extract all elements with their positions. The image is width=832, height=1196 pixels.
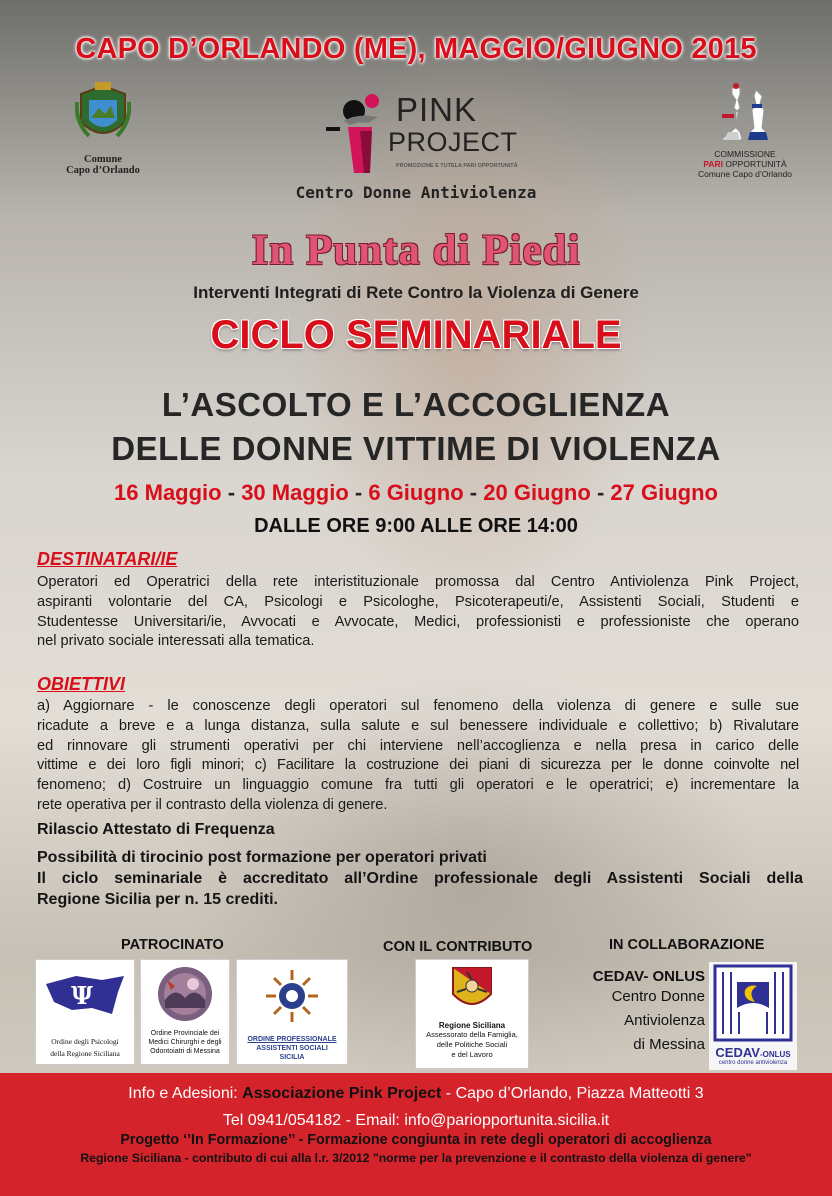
seminar-hours: DALLE ORE 9:00 ALLE ORE 14:00	[254, 515, 578, 537]
medici-seal-icon	[153, 964, 217, 1024]
contributo-heading: CON IL CONTRIBUTO	[383, 939, 533, 955]
date-item: 6 Giugno	[368, 480, 464, 505]
collaborazione-heading: IN COLLABORAZIONE	[609, 937, 765, 953]
commissione-logo	[680, 82, 810, 179]
logo-project-text: PROJECT	[388, 127, 518, 157]
tirocinio-note: Possibilità di tirocinio post formazione per operatori privati	[37, 849, 487, 866]
date-item: 16 Maggio	[114, 480, 222, 505]
footer-info-prefix: Info e Adesioni:	[128, 1085, 243, 1102]
comune-label: Comune	[84, 154, 122, 165]
destinatari-line: nel privato sociale interessati alla tematica.	[37, 633, 315, 650]
date-separator: -	[354, 480, 363, 505]
patrocinato-heading: PATROCINATO	[121, 937, 224, 953]
logo-pink-text: PINK	[396, 91, 478, 128]
assistenti-label-2: ASSISTENTI SOCIALI	[256, 1045, 328, 1052]
date-item: 20 Giugno	[483, 480, 591, 505]
footer-banner	[0, 1073, 832, 1196]
medici-label-1: Ordine Provinciale dei	[150, 1030, 220, 1037]
ordine-assistenti-sociali-logo	[237, 960, 347, 1064]
cedav-line-3: di Messina	[633, 1036, 705, 1053]
medici-label-3: Odontoiatri di Messina	[150, 1048, 220, 1055]
opportunita-text: OPPORTUNITÀ	[723, 159, 787, 169]
destinatari-heading: DESTINATARI/IE	[37, 549, 178, 569]
cedav-emblem-icon	[713, 964, 793, 1042]
pari-text: PARI	[703, 159, 724, 169]
ciclo-seminariale-title: CICLO SEMINARIALE	[210, 313, 622, 357]
commissione-comune: Comune Capo d’Orlando	[697, 169, 793, 179]
psicologi-label-2: della Regione Siciliana	[50, 1049, 120, 1058]
date-item: 30 Maggio	[241, 480, 349, 505]
trinacria-shield-icon	[449, 964, 495, 1014]
svg-text:Ψ: Ψ	[71, 981, 93, 1010]
date-separator: -	[469, 480, 478, 505]
pink-project-logo	[320, 83, 530, 185]
cedav-line-2: Antiviolenza	[624, 1012, 705, 1029]
footer-info-address: - Capo d’Orlando, Piazza Matteotti 3	[441, 1085, 704, 1102]
destinatari-line: Operatori ed Operatrici della rete interistituzionale promossa dal Centro Antiviolenza Pink Project,	[37, 574, 799, 590]
chess-pieces-icon	[716, 82, 774, 144]
regione-label-4: e del Lavoro	[451, 1050, 493, 1059]
comune-coat-of-arms-icon	[75, 82, 131, 148]
obiettivi-line: rete operativa per il contrasto della violenza di genere.	[37, 796, 388, 813]
footer-info-line	[0, 1085, 832, 1103]
date-separator: -	[596, 480, 605, 505]
obiettivi-line: vittime e dei loro figli minori; c) Facilitare la costruzione dei piani di sicurezza per le donne coinvolte nel	[37, 757, 799, 774]
centro-donne-title: Centro Donne Antiviolenza	[295, 183, 537, 202]
attestato-note: Rilascio Attestato di Frequenza	[37, 821, 275, 838]
psicologi-label-1: Ordine degli Psicologi	[51, 1037, 119, 1046]
regione-siciliana-logo	[416, 960, 528, 1068]
footer-regione: Regione Siciliana - contributo di cui alla l.r. 3/2012 "norme per la prevenzione e il contrasto della violenza di genere"	[80, 1151, 752, 1165]
cedav-logo-sub: centro donne antiviolenza	[718, 1060, 788, 1066]
obiettivi-line: fenomeno; d) Costruire un linguaggio comune fra tutti gli operatori e le operatrici; e) incrementare la	[37, 777, 799, 794]
date-item: 27 Giugno	[610, 480, 718, 505]
ordine-medici-logo	[141, 960, 229, 1064]
regione-label-3: delle Politiche Sociali	[436, 1040, 508, 1049]
footer-info-org: Associazione Pink Project	[242, 1085, 442, 1102]
obiettivi-heading: OBIETTIVI	[37, 674, 126, 694]
assistenti-label-3: SICILIA	[279, 1054, 305, 1061]
date-separator: -	[227, 480, 236, 505]
comune-logo	[48, 82, 158, 176]
obiettivi-line: ed rinnovare gli strumenti operativi per chi interviene nell’accoglienza e nella presa in carico delle	[37, 737, 799, 754]
sicily-psi-icon	[42, 970, 128, 1024]
comune-name: Capo d’Orlando	[66, 165, 140, 176]
assistenti-label-1: ORDINE PROFESSIONALE	[247, 1036, 337, 1043]
ordine-psicologi-logo	[36, 960, 134, 1064]
cedav-logo-text	[709, 1045, 797, 1060]
destinatari-text	[37, 573, 799, 652]
cedav-logo-small: -ONLUS	[759, 1050, 791, 1059]
logo-tagline: PROMOZIONE E TUTELA PARI OPPORTUNITÀ	[396, 163, 518, 169]
commissione-pari-line	[680, 159, 810, 169]
sunburst-icon	[262, 966, 322, 1026]
crediti-note-line-1: Il ciclo seminariale è accreditato all’Ordine professionale degli Assistenti Sociali della	[37, 870, 803, 887]
cedav-logo-big: CEDAV	[715, 1045, 760, 1060]
event-header-title: CAPO D’ORLANDO (ME), MAGGIO/GIUGNO 2015	[75, 33, 757, 65]
crediti-note-line-2: Regione Sicilia per n. 15 crediti.	[37, 891, 278, 908]
project-subtitle: Interventi Integrati di Rete Contro la Violenza di Genere	[193, 283, 639, 302]
obiettivi-line: a) Aggiornare - le conoscenze degli operatori sul fenomeno della violenza di genere e sulle sue	[37, 698, 799, 714]
cedav-info	[570, 968, 705, 1057]
cedav-line-1: Centro Donne	[611, 988, 705, 1005]
topic-line-2: DELLE DONNE VITTIME DI VIOLENZA	[111, 430, 721, 467]
commissione-label: COMMISSIONE	[714, 149, 776, 159]
obiettivi-text	[37, 697, 799, 816]
destinatari-line: Studentesse Universitari/ie, Avvocati e Avvocate, Medici, professionisti e professioniste che operano	[37, 613, 799, 630]
seminar-dates	[0, 480, 832, 506]
footer-progetto: Progetto ‘’In Formazione’’ - Formazione congiunta in rete degli operatori di accoglienza	[120, 1132, 712, 1148]
project-title: In Punta di Piedi	[251, 227, 581, 274]
regione-label-2: Assessorato della Famiglia,	[426, 1030, 518, 1039]
cedav-title: CEDAV- ONLUS	[592, 968, 705, 985]
medici-label-2: Medici Chirurghi e degli	[148, 1039, 222, 1046]
cedav-logo	[709, 962, 797, 1070]
footer-contacts: Tel 0941/054182 - Email: info@pariopportunita.sicilia.it	[222, 1112, 610, 1129]
destinatari-line: aspiranti volontarie del CA, Psicologi e Psicologhe, Psicoterapeuti/e, Assistenti Sociali, Studenti e	[37, 593, 799, 610]
obiettivi-line: ricadute a breve e a lunga distanza, sulla salute e sul benessere individuale e collettivo; b) Rivalutare	[37, 717, 799, 734]
topic-line-1: L’ASCOLTO E L’ACCOGLIENZA	[161, 386, 671, 423]
regione-label-1: Regione Siciliana	[438, 1021, 506, 1030]
